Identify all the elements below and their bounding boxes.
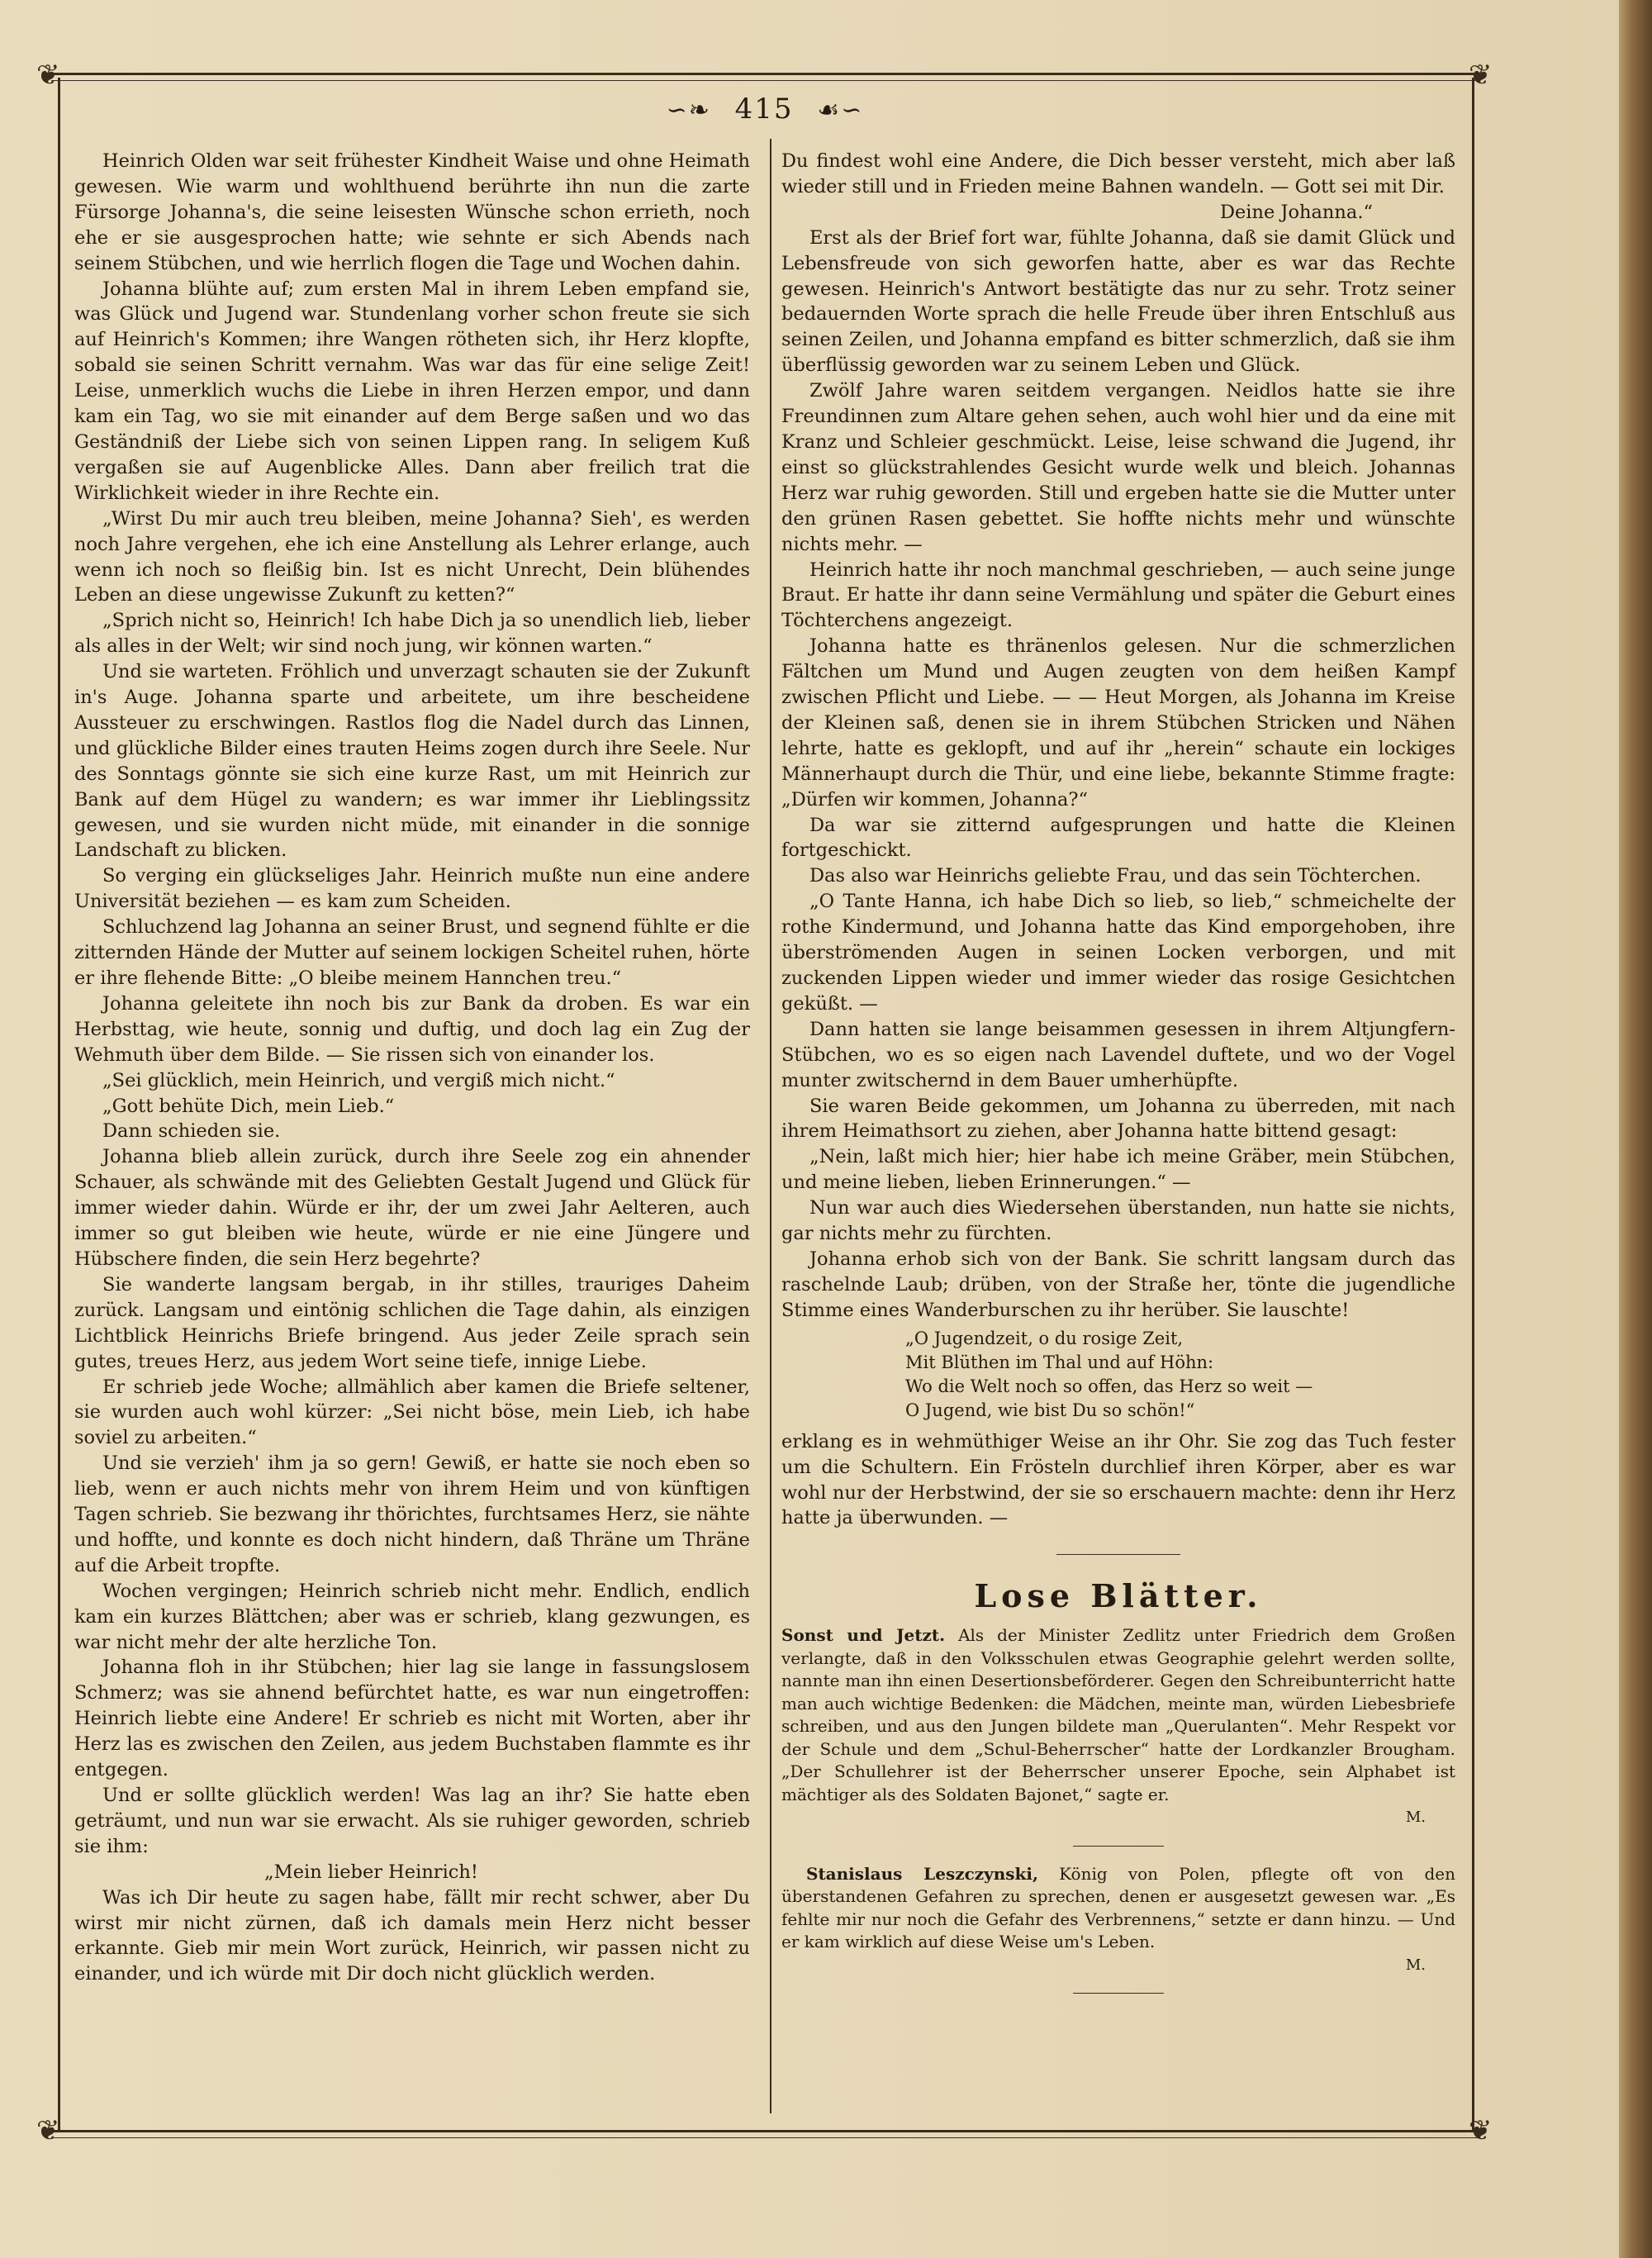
paragraph: Und sie verzieh' ihm ja so gern! Gewiß, er hatte sie noch eben so lieb, wenn er auch nichts mehr von ihrem Heim und von künftigen Tagen schrieb. Sie bezwang ihr thörichtes, furchtsames Herz, sie nähte und hoffte, und konnte es doch nicht hindern, daß Thräne um Thräne auf die Arbeit tropfte. [74, 1452, 750, 1576]
anecdote-body: König von Polen, pflegte oft von den überstandenen Gefahren zu sprechen, denen er ausgesetzt gewesen war. „Es fehlte mir nur noch die Gefahr des Verbrennens,“ setzte er dann hinzu. — Und er kam wirklich auf diese Weise um's Leben. [781, 1863, 1456, 1952]
paragraph: erklang es in wehmüthiger Weise an ihr Ohr. Sie zog das Tuch fester um die Schultern. Ein Frösteln durchlief ihren Körper, aber es war wohl nur der Herbstwind, der sie so erschauern machte: denn ihr Herz hatte ja überwunden. — [781, 1430, 1455, 1529]
anecdote-heading: Sonst und Jetzt. [781, 1625, 946, 1646]
paragraph: Heinrich hatte ihr noch manchmal geschrieben, — auch seine junge Braut. Er hatte ihr dann seine Vermählung und später die Geburt eines Töchterchens angezeigt. [781, 559, 1455, 632]
paragraph: Erst als der Brief fort war, fühlte Johanna, daß sie damit Glück und Lebensfreude von sich geworfen hatte, aber es war das Rechte gewesen. Heinrich's Antwort bestätigte das nur zu sehr. Trotz seiner bedauernden Worte sprach die helle Freude über ihren Entschluß aus seinen Zeilen, und Johanna empfand es bitter schmerzlich, daß sie ihm überflüssig geworden war zu seinem Leben und Glück. [781, 226, 1455, 377]
paragraph: Da war sie zitternd aufgesprungen und hatte die Kleinen fortgeschickt. [781, 814, 1455, 862]
anecdote-text [781, 1624, 1455, 1806]
paragraph: Zwölf Jahre waren seitdem vergangen. Neidlos hatte sie ihre Freundinnen zum Altare gehen sehen, auch wohl hier und da eine mit Kranz und Schleier geschmückt. Leise, leise schwand die Jugend, ihr einst so glückstrahlendes Gesicht wurde welk und bleich. Johannas Herz war ruhig geworden. Still und ergeben hatte sie die Mutter unter den grünen Rasen gebettet. Sie hoffte nichts mehr und wünschte nichts mehr. — [781, 380, 1455, 555]
corner-flourish-icon: ❦ [1469, 59, 1493, 92]
paragraph: „Nein, laßt mich hier; hier habe ich meine Gräber, mein Stübchen, und meine lieben, lieben Erinnerungen.“ — [781, 1146, 1455, 1194]
paragraph: Johanna erhob sich von der Bank. Sie schritt langsam durch das raschelnde Laub; drüben, von der Straße her, tönte die jugendliche Stimme eines Wanderburschen zu ihr herüber. Sie lauschte! [781, 1248, 1455, 1321]
corner-flourish-icon: ❦ [36, 2114, 60, 2147]
bottom-border-rule [51, 2130, 1480, 2138]
paragraph: „Gott behüte Dich, mein Lieb.“ [102, 1095, 395, 1117]
paragraph: Heinrich Olden war seit frühester Kindheit Waise und ohne Heimath gewesen. Wie warm und wohlthuend berührte ihn nun die zarte Fürsorge Johanna's, die seine leisesten Wünsche schon errieth, noch ehe er sie ausgesprochen hatte; wie sehnte er sich Abends nach seinem Stübchen, und wie herrlich flogen die Tage und Wochen dahin. [74, 150, 750, 274]
left-swirl-ornament: ∽❧ [666, 96, 711, 125]
paragraph: Das also war Heinrichs geliebte Frau, und das sein Töchterchen. [809, 865, 1422, 887]
verse-line: Mit Blüthen im Thal und auf Höhn: [905, 1352, 1214, 1372]
paragraph: Johanna blieb allein zurück, durch ihre Seele zog ein ahnender Schauer, als schwände mit des Geliebten Gestalt Jugend und Glück für immer wieder dahin. Würde er ihr, der um zwei Jahr Aelteren, auch immer so gut bleiben wie heute, würde er nie eine Jüngere und Hübschere finden, die sein Herz begehrte? [74, 1146, 750, 1270]
section-divider [1056, 1554, 1180, 1555]
paragraph: Und sie warteten. Fröhlich und unverzagt schauten sie der Zukunft in's Auge. Johanna sparte und arbeitete, um ihre bescheidene Aussteuer zu erschwingen. Rastlos flog die Nadel durch das Linnen, und glückliche Bilder eines trauten Heims zogen durch ihre Seele. Nur des Sonntags gönnte sie sich eine kurze Rast, um mit Heinrich zur Bank auf dem Hügel zu wandern; es war immer ihr Lieblingssitz gewesen, und sie wurden nicht müde, mit einander in die sonnige Landschaft zu blicken. [74, 661, 750, 862]
paragraph: Nun war auch dies Wiedersehen überstanden, nun hatte sie nichts, gar nichts mehr zu fürchten. [781, 1197, 1455, 1245]
letter-salutation: „Mein lieber Heinrich! [264, 1861, 478, 1883]
paragraph: Johanna floh in ihr Stübchen; hier lag sie lange in fassungslosem Schmerz; was sie ahnend befürchtet hatte, es war nun eingetroffen: Heinrich liebte eine Andere! Er schrieb es nicht mit Worten, aber ihr Herz las es zwischen den Zeilen, aus jedem Buchstaben flammte es ihr entgegen. [74, 1657, 750, 1781]
paragraph: „Wirst Du mir auch treu bleiben, meine Johanna? Sieh', es werden noch Jahre vergehen, ehe ich eine Anstellung als Lehrer erlange, auch wenn ich noch so fleißig bin. Ist es nicht Unrecht, Dein blühendes Leben an diese ungewisse Zukunft zu ketten?“ [74, 507, 750, 606]
right-border-rule [1472, 78, 1474, 2130]
paragraph: Er schrieb jede Woche; allmählich aber kamen die Briefe seltener, sie wurden auch wohl kürzer: „Sei nicht böse, mein Lieb, ich habe soviel zu arbeiten.“ [74, 1376, 750, 1449]
book-spine-edge [1619, 0, 1652, 2258]
paragraph: Wochen vergingen; Heinrich schrieb nicht mehr. Endlich, endlich kam ein kurzes Blättchen; aber was er schrieb, klang gezwungen, es war nicht mehr der alte herzliche Ton. [74, 1580, 750, 1653]
paragraph: „Sprich nicht so, Heinrich! Ich habe Dich ja so unendlich lieb, lieber als alles in der Welt; wir sind noch jung, wir können warten.“ [74, 610, 750, 658]
top-border-rule [51, 73, 1480, 81]
paragraph: Sie waren Beide gekommen, um Johanna zu überreden, mit nach ihrem Heimathsort zu ziehen, aber Johanna hatte bittend gesagt: [781, 1095, 1455, 1143]
paragraph: Sie wanderte langsam bergab, in ihr stilles, trauriges Daheim zurück. Langsam und eintönig schlichen die Tage dahin, als einzigen Lichtblick Heinrichs Briefe bringend. Aus jeder Zeile sprach sein gutes, treues Herz, aus jedem Wort seine tiefe, innige Liebe. [74, 1273, 750, 1372]
page-header [0, 93, 1530, 127]
paragraph: Johanna geleitete ihn noch bis zur Bank da droben. Es war ein Herbsttag, wie heute, sonnig und duftig, und doch lag ein Zug der Wehmuth über dem Bilde. — Sie rissen sich von einander los. [74, 992, 750, 1066]
right-column [781, 149, 1455, 2010]
anecdote-body: Als der Minister Zedlitz unter Friedrich dem Großen verlangte, daß in den Volksschulen etwas Geographie gelehrt werden sollte, nannte man ihn einen Desertionsbeförderer. Gegen den Schreibunterricht hatte man auch wichtige Bedenken: die Mädchen, meinte man, würden Liebesbriefe schreiben, und aus den Jungen bildete man „Querulanten“. Mehr Respekt vor der Schule und dem „Schul-Beherrscher“ hatte der Lordkanzler Brougham. „Der Schullehrer ist der Beherrscher unserer Epoche, sein Alphabet ist mächtiger als des Soldaten Bajonet,“ sagte er. [781, 1625, 1455, 1804]
paragraph: „Sei glücklich, mein Heinrich, und vergiß mich nicht.“ [102, 1069, 615, 1091]
corner-flourish-icon: ❦ [36, 59, 60, 92]
left-column [74, 149, 750, 1987]
left-border-rule [58, 78, 60, 2130]
paragraph: Johanna blühte auf; zum ersten Mal in ihrem Leben empfand sie, was Glück und Jugend war. Stundenlang vorher schon freute sie sich auf Heinrich's Kommen; ihre Wangen rötheten sich, ihr Herz klopfte, sobald sie seinen Schritt vernahm. Was war das für eine selige Zeit! Leise, unmerklich wuchs die Liebe in ihren Herzen empor, und dann kam ein Tag, wo sie mit einander auf dem Berge saßen und wo das Geständniß der Liebe sich von seinen Lippen rang. In seligem Kuß vergaßen sie auf Augenblicke Alles. Dann aber freilich trat die Wirklichkeit wieder in ihre Rechte ein. [74, 278, 750, 504]
section-divider [1073, 1846, 1164, 1847]
column-divider [770, 139, 771, 2113]
page-number: 415 [734, 93, 794, 126]
paragraph: So verging ein glückseliges Jahr. Heinrich mußte nun eine andere Universität beziehen — es kam zum Scheiden. [74, 865, 750, 913]
paragraph: Dann schieden sie. [102, 1120, 281, 1143]
letter-signature: Deine Johanna.“ [1219, 201, 1373, 223]
anecdote-text [781, 1863, 1455, 1954]
paragraph: Schluchzend lag Johanna an seiner Brust, und segnend fühlte er die zitternden Hände der Mutter auf seinem lockigen Scheitel ruhen, hörte er ihre flehende Bitte: „O bleibe meinem Hannchen treu.“ [74, 916, 750, 989]
section-title: Lose Blätter. [974, 1577, 1263, 1615]
section-divider [1073, 1993, 1164, 1994]
anecdote-heading: Stanislaus Leszczynski, [806, 1863, 1038, 1884]
paragraph: „O Tante Hanna, ich habe Dich so lieb, so lieb,“ schmeichelte der rothe Kindermund, und Johanna hatte das Kind emporgehoben, ihre überströmenden Augen in seinen Locken verborgen, und mit zuckenden Lippen wieder und immer wieder das rosige Gesichtchen geküßt. — [781, 891, 1455, 1015]
verse-line: O Jugend, wie bist Du so schön!“ [905, 1400, 1195, 1420]
paragraph: Dann hatten sie lange beisammen gesessen in ihrem Altjungfern-Stübchen, wo es so eigen nach Lavendel duftete, und wo der Vogel munter zwitschernd in dem Bauer umherhüpfte. [781, 1018, 1455, 1091]
song-verse [905, 1327, 1455, 1423]
right-swirl-ornament: ☙∽ [817, 96, 864, 125]
paragraph: Was ich Dir heute zu sagen habe, fällt mir recht schwer, aber Du wirst mir nicht zürnen, daß ich damals mein Herz nicht besser erkannte. Gieb mir mein Wort zurück, Heinrich, wir passen nicht zu einander, und ich würde mit Dir doch nicht glücklich werden. [74, 1886, 750, 1985]
author-initial: M. [1405, 1956, 1426, 1974]
paragraph: Und er sollte glücklich werden! Was lag an ihr? Sie hatte eben geträumt, und nun war sie erwacht. Als sie ruhiger geworden, schrieb sie ihm: [74, 1785, 750, 1857]
anecdote [781, 1863, 1455, 1977]
author-initial: M. [1405, 1809, 1426, 1827]
corner-flourish-icon: ❦ [1469, 2114, 1493, 2147]
verse-line: „O Jugendzeit, o du rosige Zeit, [905, 1328, 1184, 1348]
verse-line: Wo die Welt noch so offen, das Herz so weit — [905, 1376, 1313, 1396]
letter-end: Du findest wohl eine Andere, die Dich besser versteht, mich aber laß wieder still und in Frieden meine Bahnen wandeln. — Gott sei mit Dir. [781, 150, 1455, 197]
anecdote [781, 1624, 1455, 1829]
paragraph: Johanna hatte es thränenlos gelesen. Nur die schmerzlichen Fältchen um Mund und Augen zeugten von dem heißen Kampf zwischen Pflicht und Liebe. — — Heut Morgen, als Johanna im Kreise der Kleinen saß, denen sie in ihrem Stübchen Stricken und Nähen lehrte, hatte es geklopft, und auf ihr „herein“ schaute ein lockiges Männerhaupt durch die Thür, und eine liebe, bekannte Stimme fragte: „Dürfen wir kommen, Johanna?“ [781, 635, 1455, 811]
